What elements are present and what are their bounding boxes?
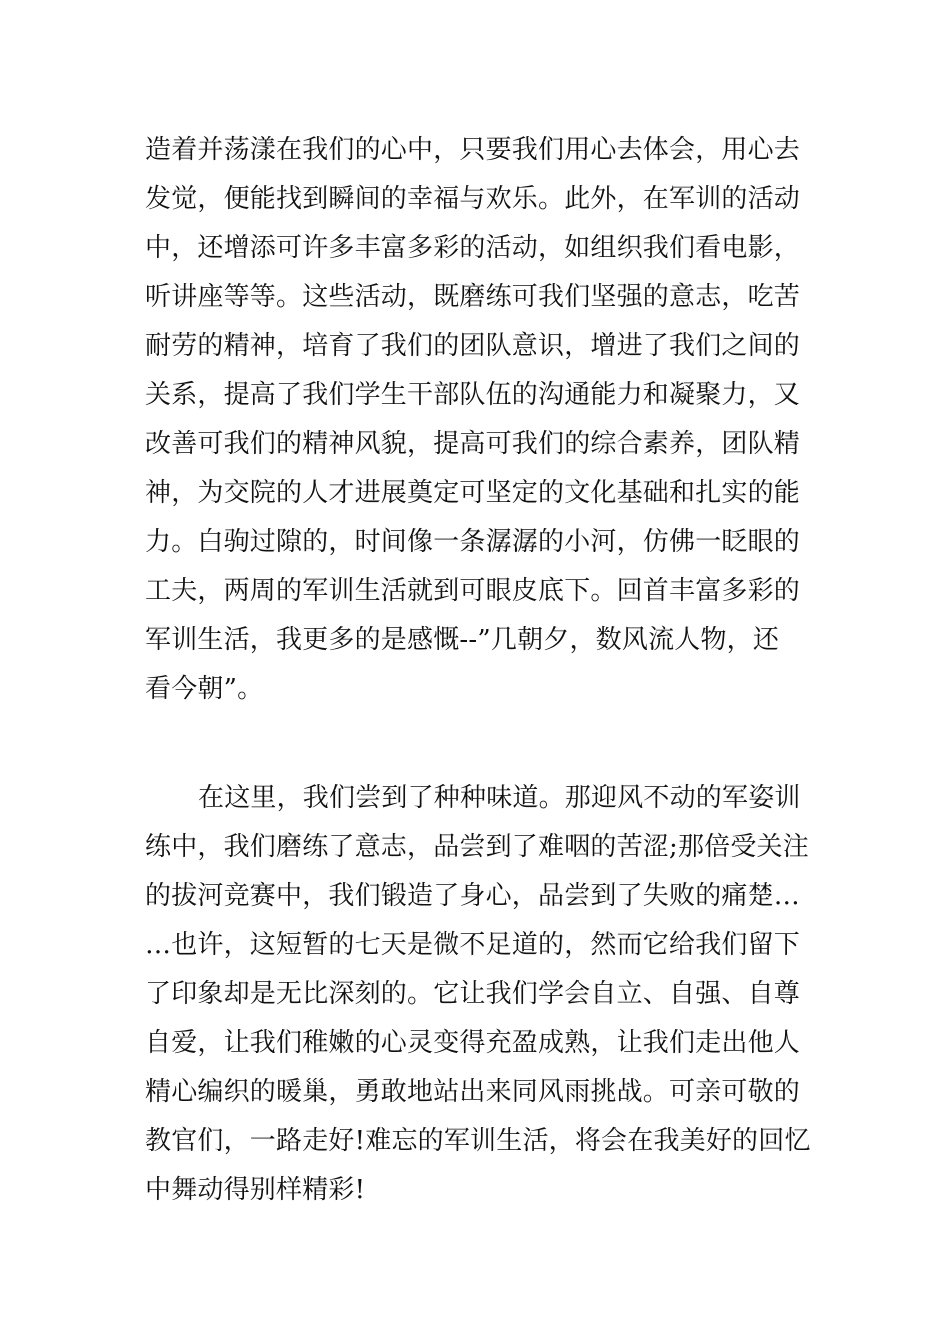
paragraph-2-line: 练中，我们磨练了意志，品尝到了难咽的苦涩;那倍受关注 (145, 832, 809, 862)
paragraph-1-line: 军训生活，我更多的是感慨--”几朝夕，数风流人物，还 (145, 625, 780, 655)
paragraph-1-line: 改善可我们的精神风貌，提高可我们的综合素养，团队精 (145, 429, 801, 459)
paragraph-1-line: 关系，提高了我们学生干部队伍的沟通能力和凝聚力，又 (145, 380, 801, 410)
paragraph-1-line: 听讲座等等。这些活动，既磨练可我们坚强的意志，吃苦 (145, 282, 801, 312)
paragraph-2-line: 自爱，让我们稚嫩的心灵变得充盈成熟，让我们走出他人 (145, 1028, 801, 1058)
paragraph-1-line: 中，还增添可许多丰富多彩的活动，如组织我们看电影， (145, 233, 801, 263)
paragraph-2-line: 教官们，一路走好!难忘的军训生活，将会在我美好的回忆 (145, 1126, 811, 1156)
paragraph-2-line: 中舞动得别样精彩! (145, 1175, 366, 1205)
paragraph-2-line: …也许，这短暂的七天是微不足道的，然而它给我们留下 (145, 930, 801, 960)
paragraph-1-line: 工夫，两周的军训生活就到可眼皮底下。回首丰富多彩的 (145, 576, 801, 606)
paragraph-1-line: 造着并荡漾在我们的心中，只要我们用心去体会，用心去 (145, 135, 801, 165)
paragraph-2-line: 在这里，我们尝到了种种味道。那迎风不动的军姿训 (198, 783, 801, 813)
paragraph-2-line: 精心编织的暖巢，勇敢地站出来同风雨挑战。可亲可敬的 (145, 1077, 801, 1107)
paragraph-1-line: 力。白驹过隙的，时间像一条潺潺的小河，仿佛一眨眼的 (145, 527, 801, 557)
paragraph-2-line: 的拔河竞赛中，我们锻造了身心，品尝到了失败的痛楚… (145, 881, 801, 911)
paragraph-1-line: 神，为交院的人才进展奠定可坚定的文化基础和扎实的能 (145, 478, 801, 508)
paragraph-1-line: 发觉，便能找到瞬间的幸福与欢乐。此外，在军训的活动 (145, 184, 801, 214)
paragraph-1-line: 看今朝”。 (145, 674, 264, 704)
paragraph-2-line: 了印象却是无比深刻的。它让我们学会自立、自强、自尊 (145, 979, 801, 1009)
paragraph-1-line: 耐劳的精神，培育了我们的团队意识，增进了我们之间的 (145, 331, 801, 361)
